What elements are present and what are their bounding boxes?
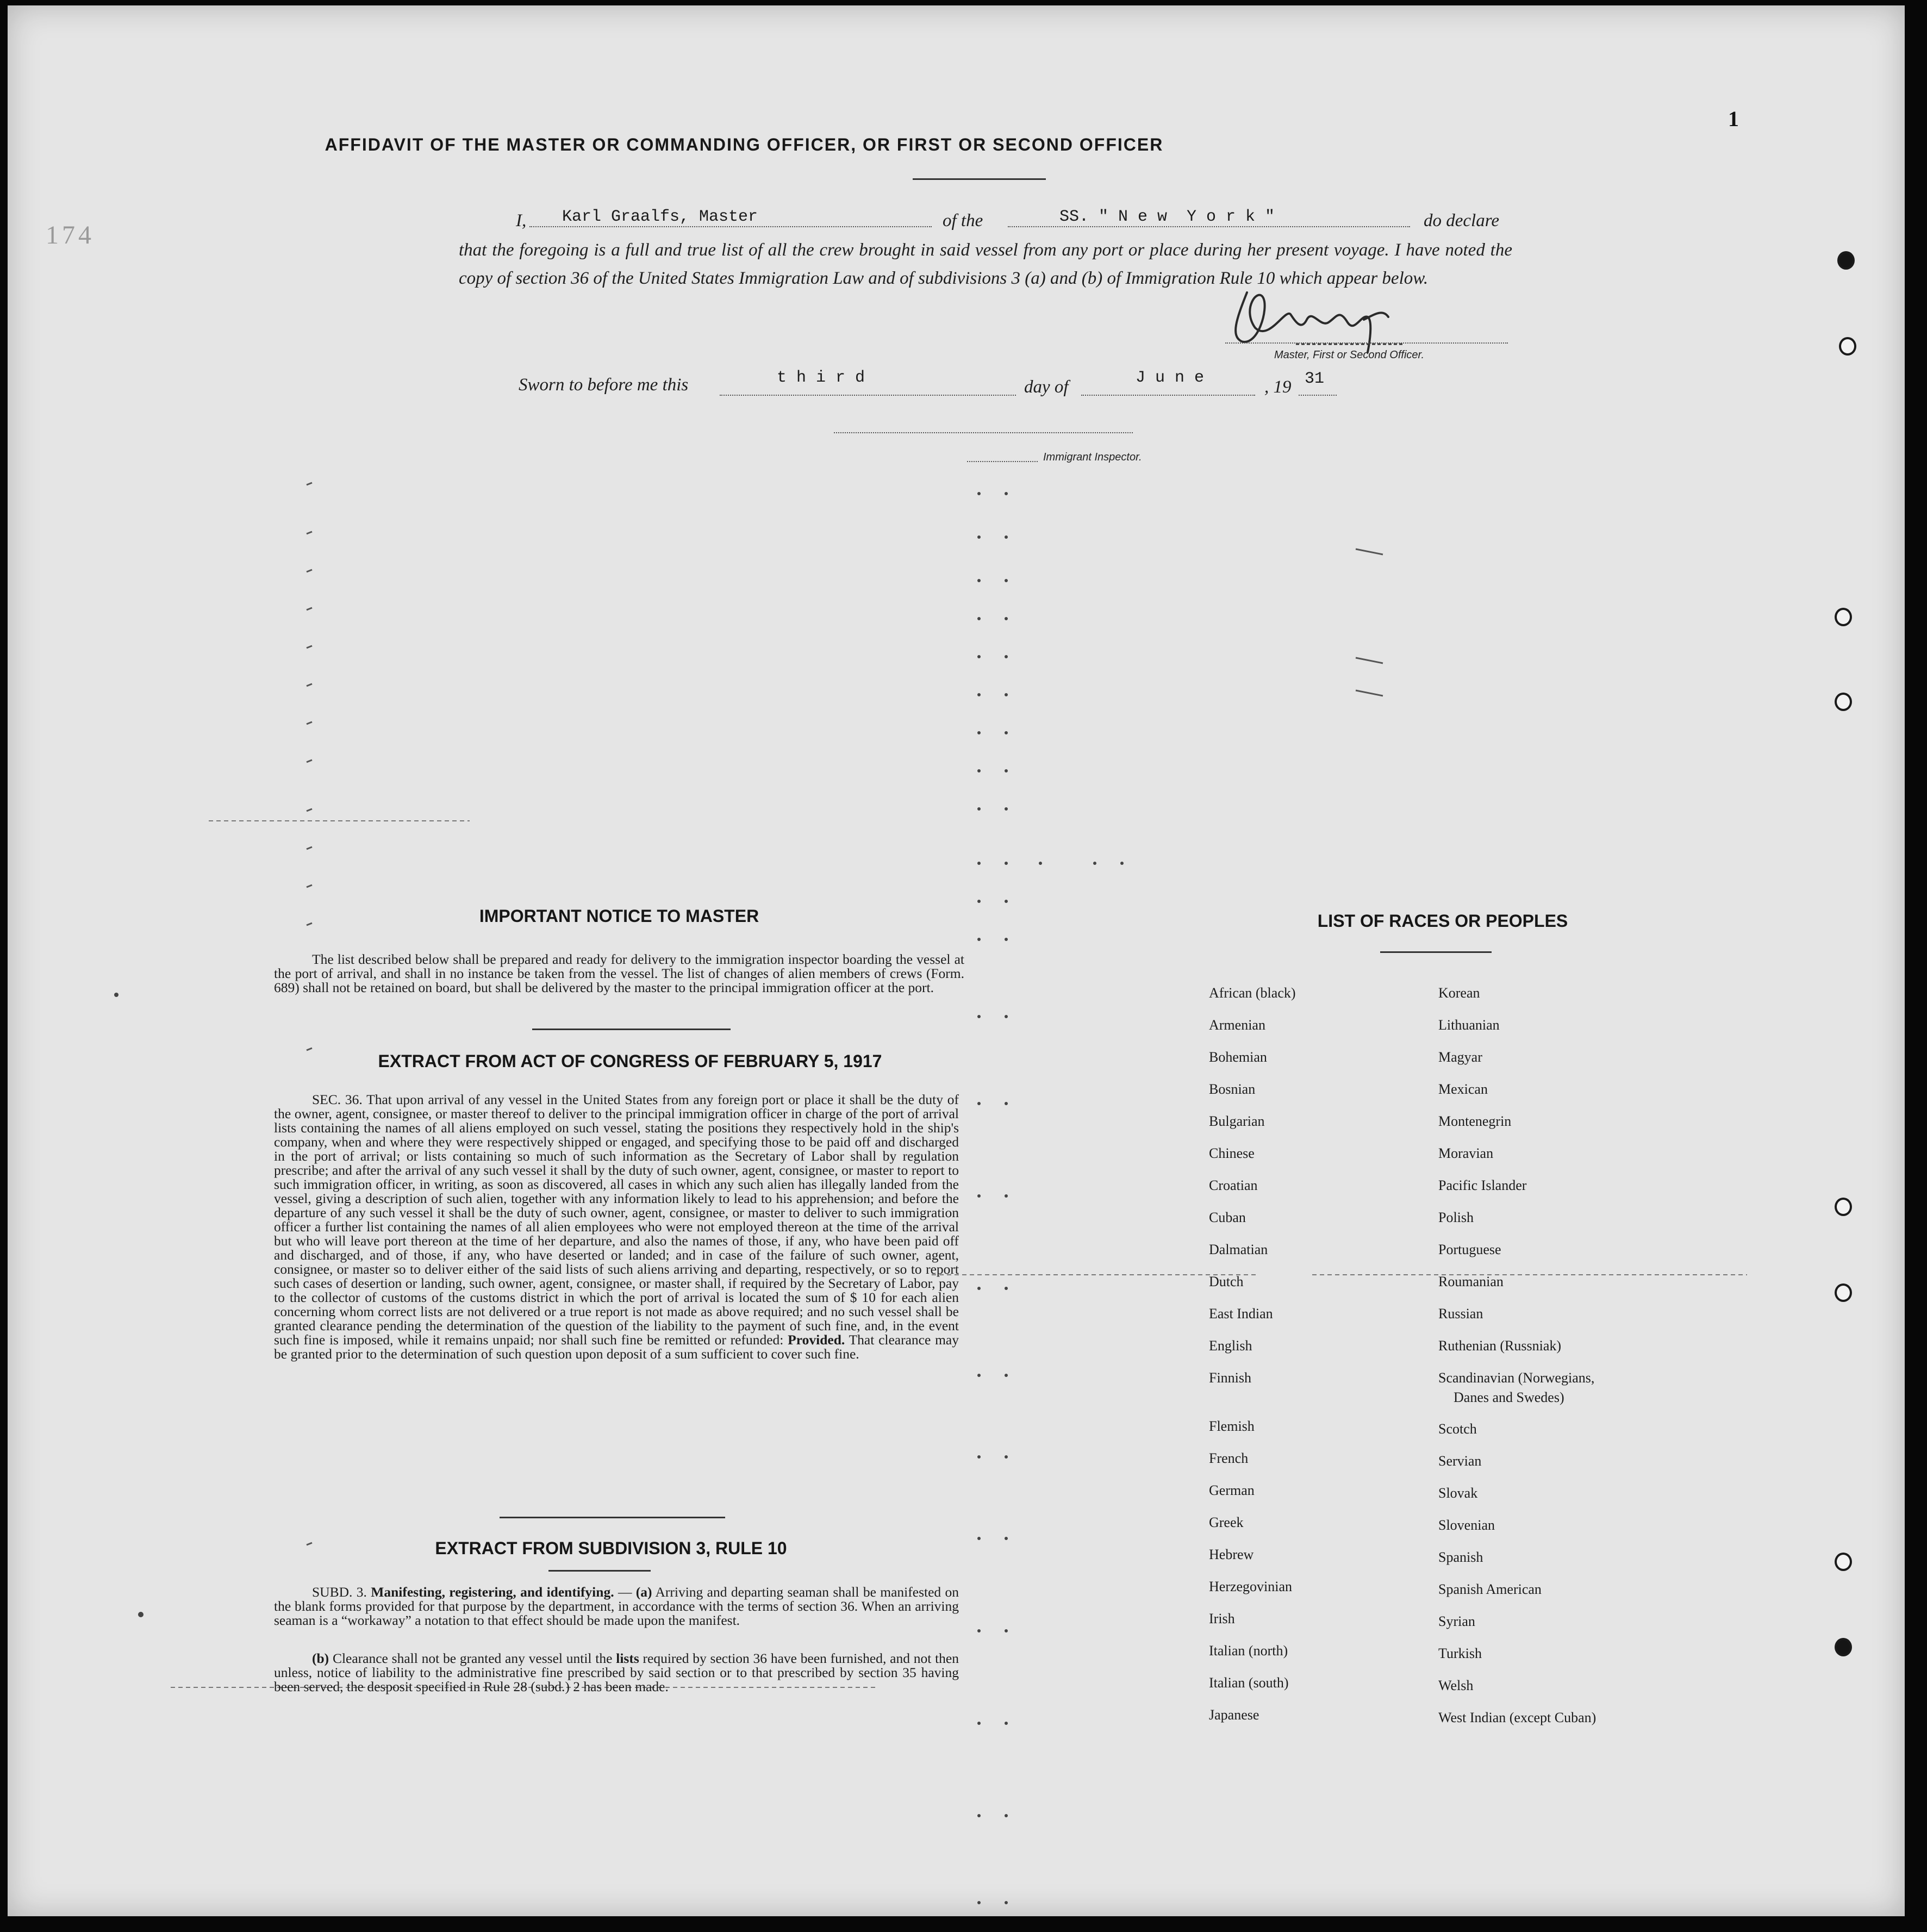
rule10-b-text <box>274 1651 959 1694</box>
binder-hole <box>1835 693 1852 711</box>
sworn-month-line <box>1081 395 1255 396</box>
race-item: Lithuanian <box>1438 1017 1500 1033</box>
race-item: Bohemian <box>1209 1049 1267 1065</box>
race-item: Dutch <box>1209 1274 1244 1289</box>
race-item: French <box>1209 1450 1249 1466</box>
binder-hole <box>1837 251 1855 270</box>
act-text-part2: That clearance may be granted prior to the determination of such question upon deposit of a sum sufficient to cover such fine. <box>274 1332 959 1362</box>
sworn-label: Sworn to before me this <box>519 375 689 395</box>
rule10-text <box>274 1585 959 1628</box>
race-item: Scandinavian (Norwegians, <box>1438 1370 1595 1386</box>
notice-text: The list described below shall be prepared and ready for delivery to the immigration inspector boarding the vessel at the port of arrival, and shall in no instance be taken from the vessel. The list of changes of alien members of crews (Form. 689) shall not be retained on board, but shall be delivered by the master to the principal immigration officer at the port. <box>274 951 964 995</box>
do-declare-label: do declare <box>1424 211 1499 230</box>
race-item: Croatian <box>1209 1177 1258 1193</box>
signature-line <box>1225 342 1508 344</box>
race-item: Finnish <box>1209 1370 1252 1386</box>
race-item: Moravian <box>1438 1145 1494 1161</box>
notice-divider <box>532 1029 731 1030</box>
races-underline <box>1380 951 1492 953</box>
document-sheet <box>8 5 1905 1916</box>
act-heading: EXTRACT FROM ACT OF CONGRESS OF FEBRUARY 5, 1917 <box>378 1051 882 1071</box>
race-item: Roumanian <box>1438 1274 1504 1289</box>
act-provided-label: Provided. <box>788 1332 845 1348</box>
vessel-name-field: SS. " N e w Y o r k " <box>1059 208 1275 226</box>
act-divider <box>500 1517 725 1518</box>
races-heading: LIST OF RACES OR PEOPLES <box>1317 911 1568 931</box>
race-item: East Indian <box>1209 1306 1273 1322</box>
page-number: 1 <box>1728 107 1739 131</box>
race-item: Slovak <box>1438 1485 1478 1501</box>
race-item: Spanish American <box>1438 1581 1542 1597</box>
race-item: Chinese <box>1209 1145 1255 1161</box>
race-item: Syrian <box>1438 1613 1475 1629</box>
master-name-line <box>529 226 932 227</box>
of-the-label: of the <box>943 211 983 230</box>
race-item: Russian <box>1438 1306 1483 1322</box>
subd-b-text-2: required by section 36 have been furnished, and not then unless, notice of liability to the administrative fine prescribed by said section or to that prescribed by section 35 having been served, the desposit specified in Rule 28 (subd.) 2 has been made. <box>274 1650 959 1694</box>
race-item: Ruthenian (Russniak) <box>1438 1338 1562 1354</box>
race-item: Pacific Islander <box>1438 1177 1527 1193</box>
race-item: Italian (north) <box>1209 1643 1288 1659</box>
subd-a-text: Arriving and departing seaman shall be manifested on the blank forms provided for that purpose by the department, in accordance with the terms of section 36. When an arriving seaman is a “workaway” a notation to that effect should be made upon the manifest. <box>274 1584 959 1628</box>
race-item: German <box>1209 1482 1255 1498</box>
subd-label: SUBD. 3. <box>312 1584 367 1600</box>
title-underline <box>913 178 1046 180</box>
inspector-short-line <box>967 461 1038 462</box>
inspector-signature-line <box>834 432 1133 433</box>
race-item: Scotch <box>1438 1421 1477 1437</box>
race-item: Danes and Swedes) <box>1454 1389 1564 1405</box>
race-item: Polish <box>1438 1210 1474 1225</box>
binder-hole <box>1835 1283 1852 1302</box>
subd-b-label: (b) <box>312 1650 329 1666</box>
binder-hole <box>1835 1638 1852 1656</box>
vessel-name-line <box>1008 226 1410 227</box>
race-item: Japanese <box>1209 1707 1259 1723</box>
rule10-underline <box>548 1570 651 1572</box>
sworn-day-line <box>720 395 1016 396</box>
affidavit-title: AFFIDAVIT OF THE MASTER OR COMMANDING OFFICER, OR FIRST OR SECOND OFFICER <box>325 135 1164 154</box>
master-name-field: Karl Graalfs, Master <box>562 208 758 226</box>
race-item: Herzegovinian <box>1209 1579 1293 1594</box>
margin-mark: 174 <box>46 221 95 250</box>
notice-heading: IMPORTANT NOTICE TO MASTER <box>479 906 759 926</box>
race-item: Cuban <box>1209 1210 1246 1225</box>
race-item: Portuguese <box>1438 1242 1501 1257</box>
binder-hole <box>1839 337 1856 356</box>
signer-caption: Master, First or Second Officer. <box>1274 349 1425 361</box>
race-item: West Indian (except Cuban) <box>1438 1710 1597 1725</box>
subd-dash: — <box>618 1584 632 1600</box>
race-item: Turkish <box>1438 1646 1482 1661</box>
race-item: Armenian <box>1209 1017 1265 1033</box>
race-item: Hebrew <box>1209 1547 1254 1562</box>
binder-hole <box>1835 1198 1852 1216</box>
act-text <box>274 1093 959 1361</box>
declaration-text: that the foregoing is a full and true list of all the crew brought in said vessel from any port or place during her present voyage. I have noted the copy of section 36 of the United States Immigration Law and of subdivisions 3 (a) and (b) of Immigration Rule 10 which appear below. <box>459 240 1512 288</box>
i-label: I, <box>516 211 527 230</box>
race-item: English <box>1209 1338 1252 1354</box>
race-item: Magyar <box>1438 1049 1482 1065</box>
race-item: Montenegrin <box>1438 1113 1512 1129</box>
race-item: Irish <box>1209 1611 1235 1626</box>
race-item: Greek <box>1209 1515 1244 1530</box>
year-suffix: 31 <box>1305 370 1325 388</box>
sworn-day-field: t h i r d <box>777 369 865 387</box>
subd-title: Manifesting, registering, and identifying. <box>371 1584 614 1600</box>
race-item: Dalmatian <box>1209 1242 1268 1257</box>
race-item: Bosnian <box>1209 1081 1256 1097</box>
act-text-part1: SEC. 36. That upon arrival of any vessel in the United States from any foreign port or place it shall be the duty of the owner, agent, consignee, or master thereof to deliver to the principal immigration officer in charge of the port of arrival lists containing the names of all aliens employed on such vessel, stating the positions they respectively hold in the ship's company, when and where they were respectively shipped or engaged, and specifying those to be paid off and discharged in the port of arrival; or lists containing so much of such information as the Secretary of Labor shall by regulation prescribe; and after the arrival of any such vessel it shall by the duty of such owner, agent, consignee, or master to report to such immigration officer, in writing, as soon as discovered, all cases in which any such alien has illegally landed from the vessel, giving a description of such alien, together with any information likely to lead to his apprehension; and before the departure of any such vessel it shall be the duty of such owner, agent, consignee, or master to deliver to such immigration officer a further list containing the names of all alien employees who were not employed thereon at the time of the arrival but who will leave port thereon at the time of her departure, and also the names of those, if any, who have been paid off and discharged, and of those, if any, who have deserted or landed; and in case of the failure of such owner, agent, consignee, or master so to deliver either of the said lists of such aliens arriving and departing, respectively, or so to report such cases of desertion or landing, such owner, agent, consignee, or master shall, if required by the Secretary of Labor, pay to the collector of customs of the customs district in which the port of arrival is located the sum of $ 10 for each alien concerning whom correct lists are not delivered or a true report is not made as above required; and no such vessel shall be granted clearance pending the determination of the question of the liability to the payment of such fine, and, in the event such fine is imposed, while it remains unpaid; nor shall such fine be remitted or refunded: <box>274 1092 959 1348</box>
sworn-month-field: J u n e <box>1136 369 1205 387</box>
year-line <box>1299 395 1337 396</box>
race-item: Spanish <box>1438 1549 1483 1565</box>
binder-hole <box>1835 608 1852 626</box>
rule10-heading: EXTRACT FROM SUBDIVISION 3, RULE 10 <box>435 1538 787 1558</box>
race-item: Welsh <box>1438 1678 1474 1693</box>
race-item: Mexican <box>1438 1081 1488 1097</box>
race-item: Bulgarian <box>1209 1113 1265 1129</box>
day-of-label: day of <box>1024 377 1069 397</box>
binder-hole <box>1835 1553 1852 1571</box>
race-item: African (black) <box>1209 985 1296 1001</box>
race-item: Italian (south) <box>1209 1675 1289 1691</box>
race-item: Korean <box>1438 985 1480 1001</box>
race-item: Servian <box>1438 1453 1482 1469</box>
subd-b-text-1: Clearance shall not be granted any vessel until the <box>332 1650 613 1666</box>
race-item: Slovenian <box>1438 1517 1495 1533</box>
subd-a-label: (a) <box>635 1584 652 1600</box>
year-prefix: , 19 <box>1264 377 1292 397</box>
race-item: Flemish <box>1209 1418 1255 1434</box>
inspector-caption: Immigrant Inspector. <box>1043 451 1142 463</box>
subd-b-lists: lists <box>616 1650 639 1666</box>
